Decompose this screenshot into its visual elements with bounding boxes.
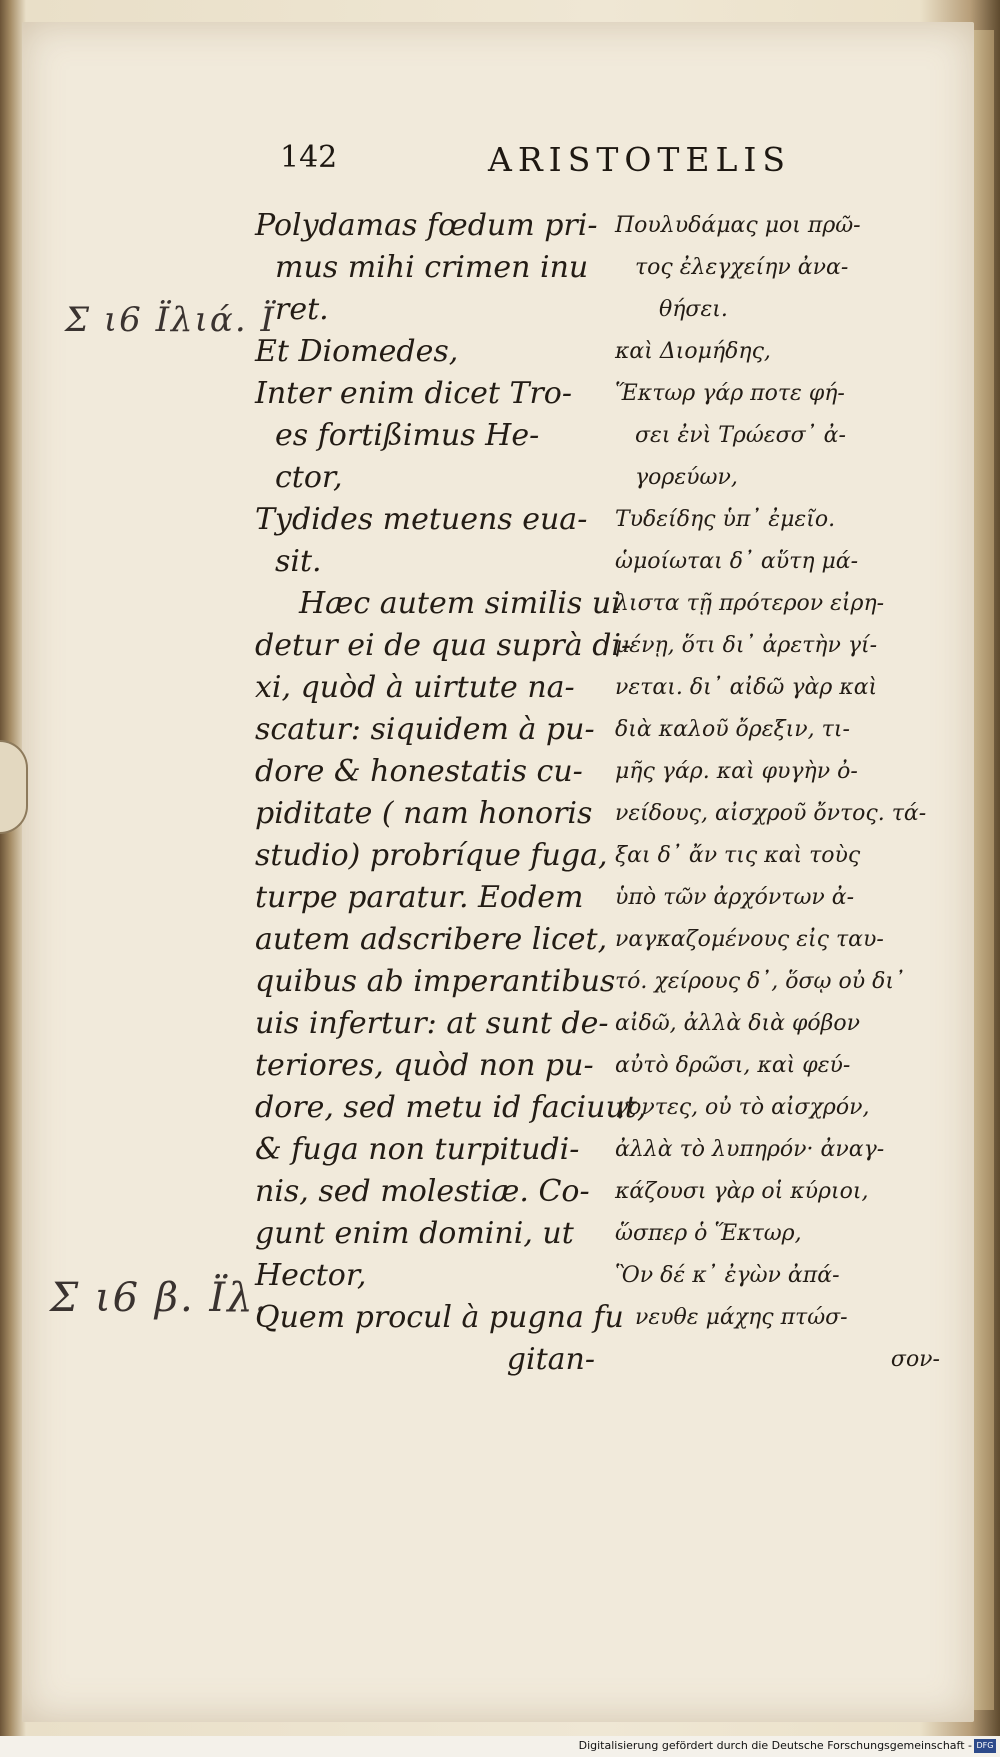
greek-line: καὶ Διομήδης, [615, 339, 771, 364]
greek-line: νευθε μάχης πτώσ- [635, 1305, 848, 1330]
digitization-credit-bar [0, 1736, 1000, 1757]
latin-line: es fortißimus He- [275, 418, 540, 453]
greek-line: τος ἐλεγχείην ἀνα- [635, 255, 849, 280]
greek-line: σει ἐνὶ Τρώεσσ᾽ ἀ- [635, 423, 846, 448]
latin-line: xi, quòd à uirtute na- [255, 670, 575, 705]
latin-line: sit. [275, 544, 322, 579]
greek-line: Πουλυδάμας μοι πρῶ- [615, 213, 861, 238]
latin-line: dore, sed metu id faciuut, [255, 1090, 647, 1125]
greek-line: σον- [890, 1347, 940, 1372]
greek-line: ὥσπερ ὁ Ἕκτωρ, [615, 1221, 802, 1246]
greek-line: θήσει. [659, 297, 728, 322]
marginal-note: Σ ι6 Ϊλιά. Ϊ [65, 300, 276, 340]
latin-line: nis, sed molestiæ. Co- [255, 1174, 590, 1209]
latin-line: Quem procul à pugna fu [255, 1300, 624, 1335]
greek-line: λιστα τῇ πρότερον εἰρη- [615, 591, 885, 616]
latin-line: scatur: siquidem à pu- [255, 712, 595, 747]
latin-line: Polydamas fœdum pri- [255, 208, 598, 243]
latin-line: teriores, quòd non pu- [255, 1048, 594, 1083]
latin-line: Et Diomedes, [255, 334, 459, 369]
greek-line: μένῃ, ὅτι δι᾽ ἀρετὴν γί- [615, 633, 878, 658]
latin-line: Tydides metuens eua- [255, 502, 588, 537]
greek-line: μῆς γάρ. καὶ φυγὴν ὀ- [615, 759, 858, 784]
latin-line: mus mihi crimen inu [275, 250, 589, 285]
greek-line: ναγκαζομένους εἰς ταυ- [615, 927, 884, 952]
latin-line: Inter enim dicet Tro- [255, 376, 573, 411]
greek-line: ὡμοίωται δ᾽ αὕτη μά- [615, 549, 859, 574]
greek-line: τό. χείρους δ᾽, ὅσῳ οὐ δι᾽ [615, 969, 905, 994]
latin-line: gitan- [506, 1342, 595, 1377]
latin-line: turpe paratur. Eodem [255, 880, 584, 915]
running-title: ARISTOTELIS [488, 140, 792, 179]
latin-line: autem adscribere licet, [255, 922, 608, 957]
greek-line: αἰδῶ, ἀλλὰ διὰ φόβον [615, 1011, 860, 1036]
latin-line: & fuga non turpitudi- [255, 1132, 580, 1167]
marginal-note: Σ ι6 β. Ϊλ. [50, 1275, 270, 1321]
latin-line: ctor, [275, 460, 343, 495]
latin-line: piditate ( nam honoris [255, 796, 593, 831]
greek-line: ἀλλὰ τὸ λυπηρόν· ἀναγ- [615, 1137, 885, 1162]
page-header [0, 140, 1000, 190]
greek-line: Ἕκτωρ γάρ ποτε φή- [615, 381, 845, 406]
page-edge [972, 30, 994, 1710]
latin-line: uis infertur: at sunt de- [255, 1006, 609, 1041]
latin-line: quibus ab imperantibus [255, 964, 616, 999]
greek-line: γορεύων, [635, 465, 738, 490]
latin-column [255, 205, 647, 1381]
digitization-credit: Digitalisierung gefördert durch die Deutsche Forschungsgemeinschaft - [578, 1739, 972, 1752]
greek-line: γοντες, οὐ τὸ αἰσχρόν, [615, 1095, 870, 1120]
greek-line: Τυδείδης ὑπ᾽ ἐμεῖο. [615, 507, 836, 532]
latin-line: Hæc autem similis ui [299, 586, 621, 621]
latin-line: ret. [275, 292, 329, 327]
page-clasp-mark [0, 740, 28, 834]
latin-line: detur ei de qua suprà di- [255, 628, 632, 663]
greek-column [615, 205, 960, 1381]
greek-line: ξαι δ᾽ ἄν τις καὶ τοὺς [615, 843, 861, 868]
greek-line: αὐτὸ δρῶσι, καὶ φεύ- [615, 1053, 851, 1078]
greek-line: Ὃν δέ κ᾽ ἐγὼν ἀπά- [615, 1263, 840, 1288]
dfg-logo: DFG [974, 1739, 996, 1753]
page-number: 142 [280, 140, 338, 175]
latin-line: Hector, [255, 1258, 367, 1293]
latin-line: dore & honestatis cu- [255, 754, 583, 789]
latin-line: studio) probríque fuga, [255, 838, 608, 873]
greek-line: νείδους, αἰσχροῦ ὄντος. τά- [615, 801, 927, 826]
greek-line: ὑπὸ τῶν ἀρχόντων ἀ- [615, 885, 855, 910]
greek-line: διὰ καλοῦ ὄρεξιν, τι- [615, 717, 850, 742]
latin-line: gunt enim domini, ut [255, 1216, 574, 1251]
greek-line: νεται. δι᾽ αἰδῶ γὰρ καὶ [615, 675, 878, 700]
greek-line: κάζουσι γὰρ οἱ κύριοι, [615, 1179, 869, 1204]
